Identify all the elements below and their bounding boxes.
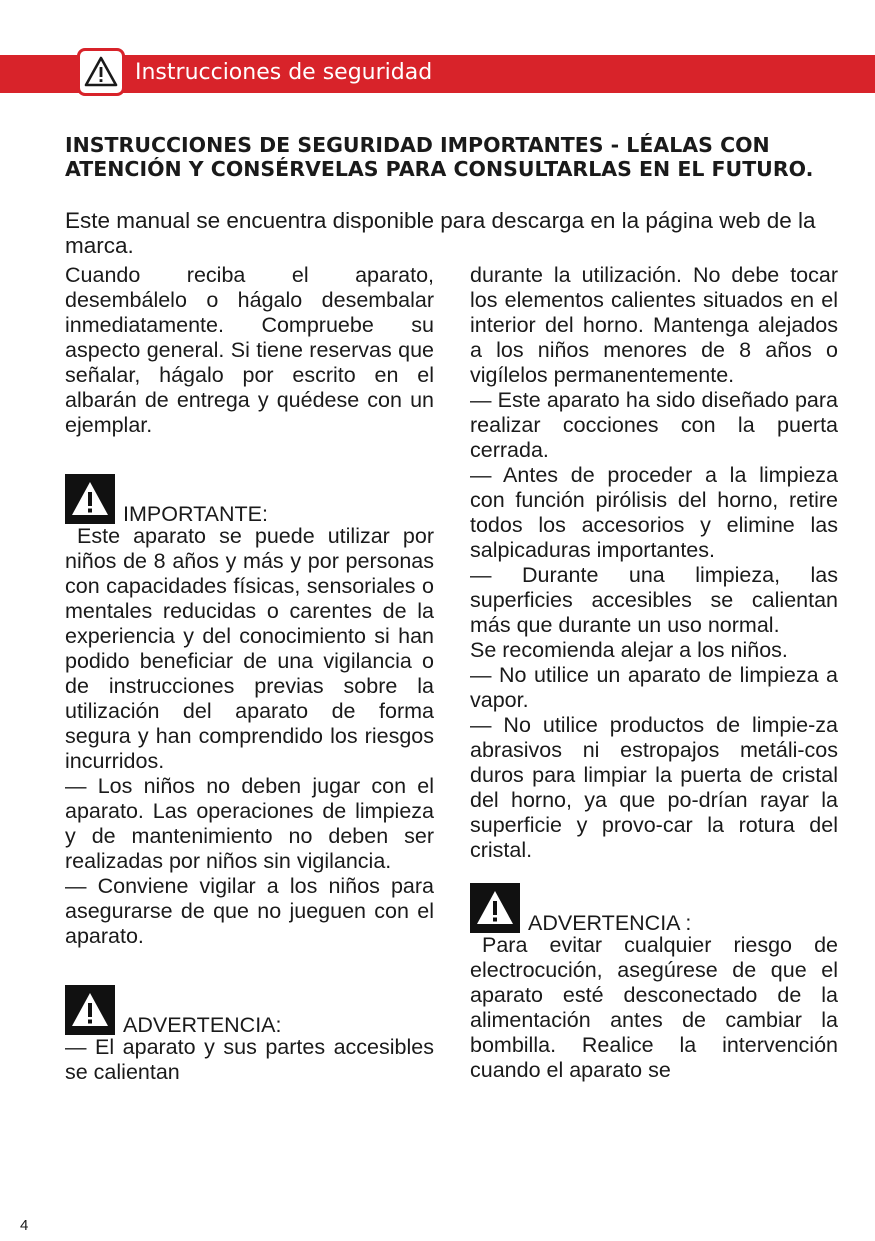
right-paragraph-6: — No utilice un aparato de limpieza a vapor. [470, 663, 838, 712]
right-paragraph-1: durante la utilización. No debe tocar los elementos calientes situados en el interior del horno. Mantenga alejados a los niños menores de 8 años o vigílelos permanentemente. [470, 263, 838, 387]
left-column [65, 263, 434, 1085]
warning-triangle-icon [84, 56, 118, 88]
right-paragraph-3: — Antes de proceder a la limpieza con función pirólisis del horno, retire todos los accesorios y elimine las salpicaduras importantes. [470, 463, 838, 562]
important-label: IMPORTANTE: [123, 502, 268, 526]
warning-block-left [65, 979, 434, 1085]
important-block [65, 468, 434, 949]
right-paragraph-7: — No utilice productos de limpie-za abrasivos ni estropajos metáli-cos duros para limpiar la puerta de cristal del horno, ya que po-drían rayar la superficie y provo-car la rotura del cristal. [470, 713, 838, 862]
warning-icon [470, 883, 520, 933]
warning-label: ADVERTENCIA: [123, 1013, 282, 1037]
right-paragraph-5: Se recomienda alejar a los niños. [470, 638, 788, 662]
warning-block-right [470, 877, 838, 1083]
page-heading: INSTRUCCIONES DE SEGURIDAD IMPORTANTES - LÉALAS CON ATENCIÓN Y CONSÉRVELAS PARA CONSULTARLAS EN EL FUTURO. [65, 133, 814, 181]
right-column [470, 263, 838, 1083]
supervise-text: — Conviene vigilar a los niños para asegurarse de que no jueguen con el aparato. [65, 874, 434, 948]
intro-text: Este manual se encuentra disponible para descarga en la página web de la marca. [65, 208, 816, 258]
children-play-text: — Los niños no deben jugar con el aparato. Las operaciones de limpieza y de mantenimiento no deben ser realizadas por niños sin vigilancia. [65, 774, 434, 873]
warning-text: Para evitar cualquier riesgo de electrocución, asegúrese de que el aparato esté desconectado de la alimentación antes de cambiar la bombilla. Realice la intervención cuando el aparato se [470, 933, 838, 1082]
warning-label: ADVERTENCIA : [528, 911, 692, 935]
page-number: 4 [20, 1217, 29, 1234]
right-paragraph-4: — Durante una limpieza, las superficies accesibles se calientan más que durante un uso normal. [470, 563, 838, 637]
warning-icon [65, 474, 115, 524]
right-paragraph-2: — Este aparato ha sido diseñado para realizar cocciones con la puerta cerrada. [470, 388, 838, 462]
header-bar [0, 55, 875, 93]
important-text: Este aparato se puede utilizar por niños de 8 años y más y por personas con capacidades físicas, sensoriales o mentales reducidas o carentes de la experiencia y del conocimiento si han podido beneficiar de una vigilancia o de instrucciones previas sobre la utilización del aparato de forma segura y han comprendido los riesgos incurridos. [65, 524, 434, 773]
receipt-paragraph: Cuando reciba el aparato, desembálelo o hágalo desembalar inmediatamente. Compruebe su aspecto general. Si tiene reservas que señalar, hágalo por escrito en el albarán de entrega y quédese con un ejemplar. [65, 263, 434, 437]
header-warning-icon-box [77, 48, 125, 96]
header-title: Instrucciones de seguridad [135, 60, 433, 85]
warning-text: — El aparato y sus partes accesibles se calientan [65, 1035, 434, 1084]
warning-icon [65, 985, 115, 1035]
